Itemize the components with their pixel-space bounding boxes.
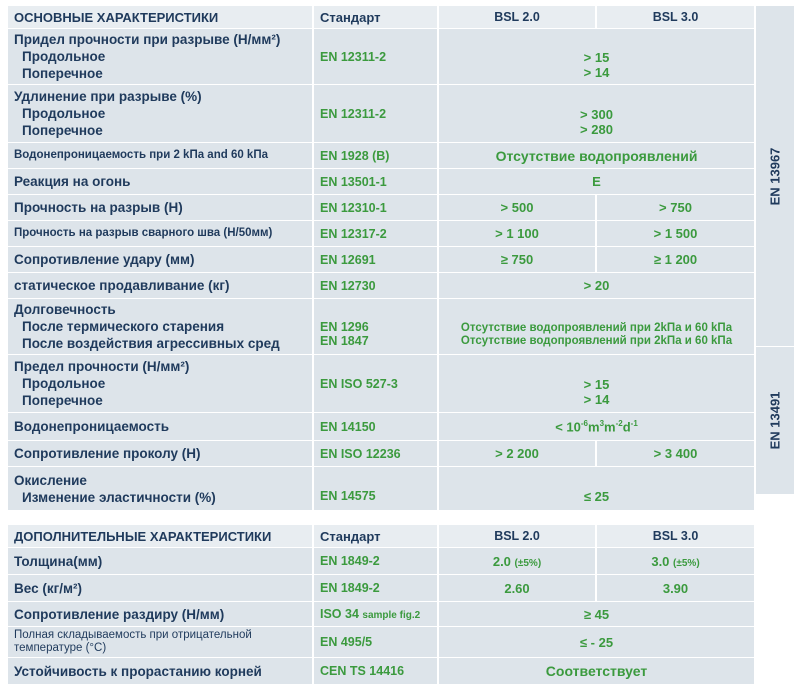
bsl30-value: 3.0 (±5%) [597, 548, 754, 574]
main-header-row [8, 6, 754, 29]
row-value: > 14 [583, 64, 610, 80]
row-label: Прочность на разрыв сварного шва (Н/50мм) [8, 221, 314, 246]
bsl30-header: BSL 3.0 [597, 6, 754, 28]
row-label: Долговечность [14, 302, 116, 317]
side-label-en13491: EN 13491 [756, 347, 794, 494]
table-row [8, 299, 754, 355]
row-sublabel: Изменение эластичности (%) [22, 489, 216, 505]
bsl20-value: ≥ 750 [439, 247, 597, 272]
table-row [8, 355, 754, 413]
standard-header: Стандарт [314, 525, 439, 547]
row-sublabel: Продольное [22, 49, 106, 64]
row-value: Отсутствие водопроявлений при 2kПа и 60 kПа [460, 321, 733, 334]
row-value: < $10^{-6}m^3m^{-2}d^{-1}$ [555, 418, 638, 435]
extra-header-row [8, 525, 754, 548]
standard-header: Стандарт [314, 6, 439, 28]
row-value: > 14 [583, 391, 610, 407]
row-label: Водонепроницаемость [8, 413, 314, 440]
row-standard: EN ISO 527-3 [314, 355, 439, 412]
row-sublabel: Поперечное [22, 123, 103, 138]
row-label: Полная складываемость при отрицательной температуре (°С) [8, 627, 314, 657]
bsl30-value: ≥ 1 200 [597, 247, 754, 272]
row-standard: EN 1849-2 [314, 575, 439, 601]
table-row [8, 29, 754, 85]
extra-title: ДОПОЛНИТЕЛЬНЫЕ ХАРАКТЕРИСТИКИ [8, 525, 314, 547]
bsl30-value: > 750 [597, 195, 754, 220]
table-row [8, 575, 754, 602]
row-sublabel: Продольное [22, 106, 106, 121]
table-row [8, 169, 754, 195]
side-label-en13967: EN 13967 [756, 6, 794, 346]
main-title: ОСНОВНЫЕ ХАРАКТЕРИСТИКИ [8, 6, 314, 28]
row-label: Предел прочности (Н/мм²) [14, 359, 190, 374]
row-value: > 20 [439, 273, 754, 298]
row-label: Окисление [14, 472, 87, 488]
table-row [8, 441, 754, 467]
row-sublabel: После термического старения [22, 319, 225, 334]
row-label: Сопротивление проколу (Н) [8, 441, 314, 466]
table-row: Сопротивление раздиру (Н/мм) ISO 34 sample fig.2 ≥ 45 [8, 602, 754, 627]
row-standard: EN 12311-2 [314, 29, 439, 84]
row-standard: EN 12311-2 [314, 85, 439, 142]
row-standard: EN 13501-1 [314, 169, 439, 194]
row-standard: EN 1849-2 [314, 548, 439, 574]
table-row [8, 413, 754, 441]
row-label: Прочность на разрыв (Н) [8, 195, 314, 220]
row-label: Вес (кг/м²) [8, 575, 314, 601]
table-row [8, 143, 754, 169]
table-row [8, 467, 754, 511]
row-label: Удлинение при разрыве (%) [14, 89, 202, 104]
row-value: ≤ 25 [439, 467, 754, 510]
row-label: Толщина(мм) [8, 548, 314, 574]
row-standard: EN 14150 [314, 413, 439, 440]
bsl20-header: BSL 2.0 [439, 525, 597, 547]
row-value: E [439, 169, 754, 194]
row-label: Сопротивление раздиру (Н/мм) [8, 602, 314, 626]
row-standard: EN 1296 [320, 319, 369, 334]
row-label: Водонепроницаемость при 2 kПа and 60 kПа [8, 143, 314, 168]
row-value: Соответствует [439, 658, 754, 684]
row-sublabel: Поперечное [22, 393, 103, 408]
row-value: Отсутствие водопроявлений при 2kПа и 60 kПа [460, 334, 733, 347]
table-row [8, 273, 754, 299]
bsl30-value: > 1 500 [597, 221, 754, 246]
bsl30-value: 3.90 [597, 575, 754, 601]
row-standard: ISO 34 [320, 607, 359, 621]
bsl20-value: > 2 200 [439, 441, 597, 466]
bsl20-value: > 500 [439, 195, 597, 220]
characteristics-table [8, 6, 754, 685]
bsl20-value: 2.0 (±5%) [439, 548, 597, 574]
bsl30-header: BSL 3.0 [597, 525, 754, 547]
bsl20-value: > 1 100 [439, 221, 597, 246]
table-row [8, 195, 754, 221]
row-value: > 15 [583, 49, 610, 65]
bsl20-header: BSL 2.0 [439, 6, 597, 28]
row-sublabel: Продольное [22, 376, 106, 391]
table-row [8, 247, 754, 273]
row-standard: EN 14575 [314, 467, 439, 510]
table-row [8, 627, 754, 658]
table-row [8, 85, 754, 143]
row-label: Устойчивость к прорастанию корней [8, 658, 314, 684]
row-label: Сопротивление удару (мм) [8, 247, 314, 272]
row-standard: CEN TS 14416 [314, 658, 439, 684]
row-standard: EN ISO 12236 [314, 441, 439, 466]
row-value: ≥ 45 [439, 602, 754, 626]
row-value: ≤ - 25 [439, 627, 754, 657]
row-value: Отсутствие водопроявлений [439, 143, 754, 168]
row-label: Придел прочности при разрыве (Н/мм²) [14, 32, 281, 47]
row-standard: EN 1928 (B) [314, 143, 439, 168]
row-sublabel: После воздействия агрессивных сред [22, 336, 280, 351]
row-label: Реакция на огонь [8, 169, 314, 194]
row-standard: EN 12310-1 [314, 195, 439, 220]
row-standard: EN 12691 [314, 247, 439, 272]
row-standard: EN 1847 [320, 333, 369, 348]
row-standard: EN 12730 [314, 273, 439, 298]
bsl30-value: > 3 400 [597, 441, 754, 466]
row-value: > 15 [583, 376, 610, 392]
bsl20-value: 2.60 [439, 575, 597, 601]
row-label: статическое продавливание (кг) [8, 273, 314, 298]
table-row [8, 221, 754, 247]
row-standard: EN 12317-2 [314, 221, 439, 246]
row-sublabel: Поперечное [22, 66, 103, 81]
row-value: > 300 [580, 106, 613, 122]
row-standard: EN 495/5 [314, 627, 439, 657]
table-row [8, 658, 754, 685]
row-value: > 280 [580, 121, 613, 137]
table-row [8, 548, 754, 575]
